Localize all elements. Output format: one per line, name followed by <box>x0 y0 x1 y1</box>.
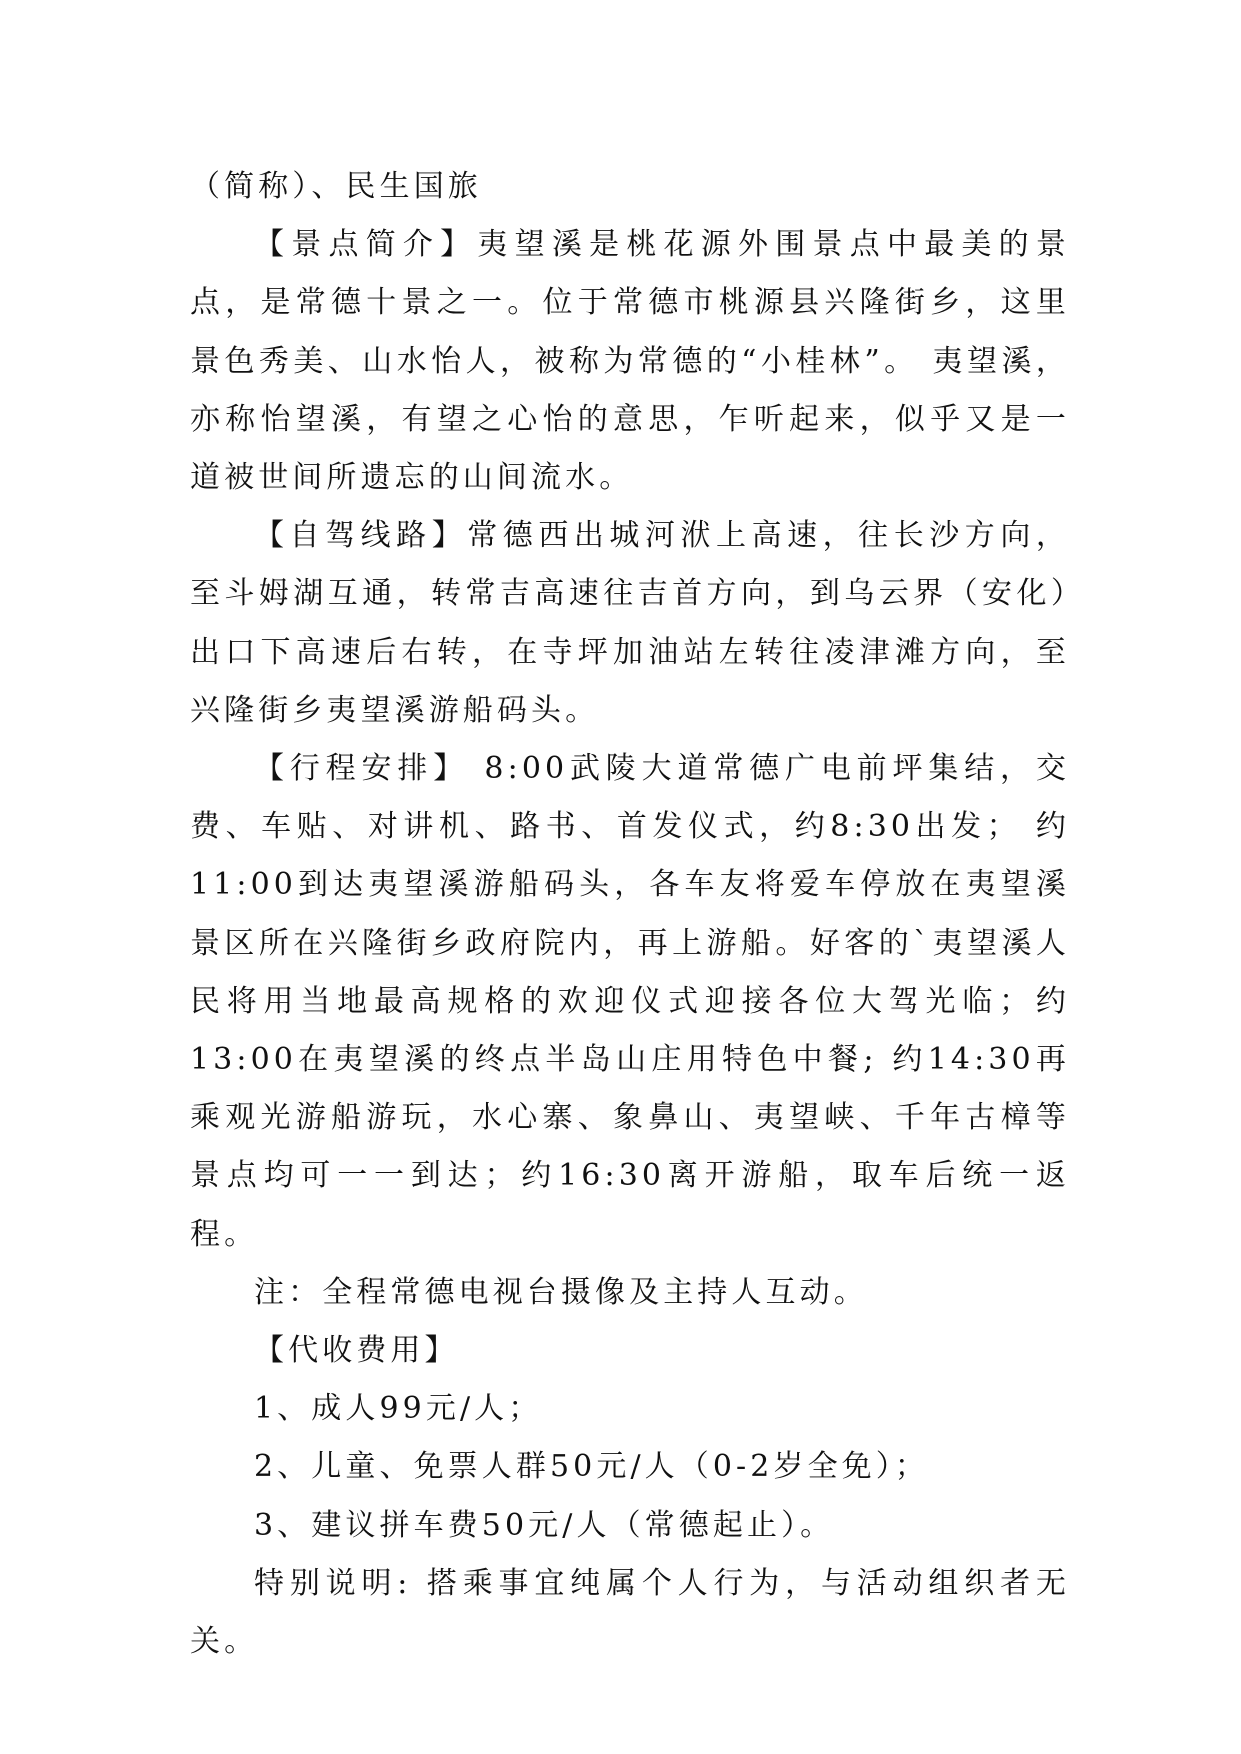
paragraph-scenic-intro: 【景点简介】夷望溪是桃花源外围景点中最美的景点，是常德十景之一。位于常德市桃源县兴隆街乡，这里景色秀美、山水怡人，被称为常德的“小桂林”。 夷望溪，亦称怡望溪，有望之心怡的意思，乍听起来，似乎又是一道被世间所遗忘的山间流水。 <box>190 227 1070 496</box>
fee-item-child: 2、儿童、免票人群50元/人（0-2岁全免）； <box>254 1449 929 1485</box>
document-body <box>190 158 1070 1671</box>
paragraph-itinerary: 【行程安排】 8:00武陵大道常德广电前坪集结，交费、车贴、对讲机、路书、首发仪式，约8:30出发； 约11:00到达夷望溪游船码头，各车友将爱车停放在夷望溪景区所在兴隆街乡政府院内，再上游船。好客的`夷望溪人民将用当地最高规格的欢迎仪式迎接各位大驾光临；约13:00在夷望溪的终点半岛山庄用特色中餐; 约14:30再乘观光游船游玩，水心寨、象鼻山、夷望峡、千年古樟等景点均可一一到达；约16:30离开游船，取车后统一返程。 <box>190 751 1070 1252</box>
paragraph-fees-heading: 【代收费用】 <box>254 1333 459 1369</box>
paragraph-note: 注：全程常德电视台摄像及主持人互动。 <box>254 1274 868 1310</box>
paragraph-special-notice: 特别说明: 搭乘事宜纯属个人行为，与活动组织者无关。 <box>190 1565 1070 1660</box>
fee-item-adult: 1、成人99元/人； <box>254 1391 543 1427</box>
fee-item-carpool: 3、建议拼车费50元/人（常德起止）。 <box>254 1507 835 1543</box>
paragraph-driving-route: 【自驾线路】常德西出城河洑上高速，往长沙方向，至斗姆湖互通，转常吉高速往吉首方向，到乌云界（安化）出口下高速后右转，在寺坪加油站左转往凌津滩方向，至兴隆街乡夷望溪游船码头。 <box>190 518 1070 728</box>
paragraph-continuation: （简称）、民生国旅 <box>190 169 482 204</box>
